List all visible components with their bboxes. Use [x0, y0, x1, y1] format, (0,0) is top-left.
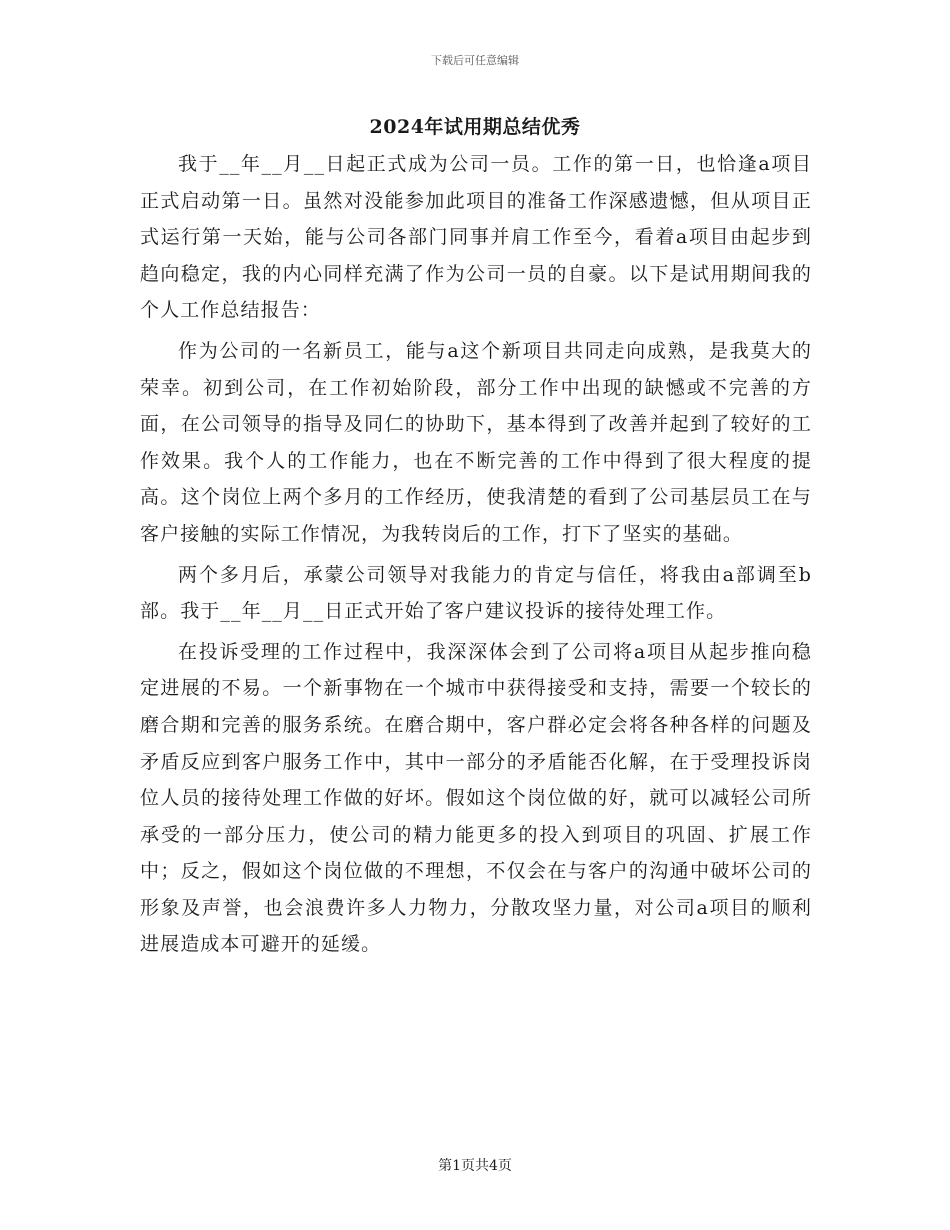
page-header-note: 下载后可任意编辑	[431, 54, 519, 67]
page-number-indicator: 第1页共4页	[438, 1158, 512, 1174]
paragraph-2: 作为公司的一名新员工，能与a这个新项目共同走向成熟，是我莫大的荣幸。初到公司，在工作初始阶段，部分工作中出现的缺憾或不完善的方面，在公司领导的指导及同仁的协助下，基本得到了改善并起到了较好的工作效果。我个人的工作能力，也在不断完善的工作中得到了很大程度的提高。这个岗位上两个多月的工作经历，使我清楚的看到了公司基层员工在与客户接触的实际工作情况，为我转岗后的工作，打下了坚实的基础。	[140, 339, 812, 545]
document-title: 2024年试用期总结优秀	[369, 116, 581, 138]
paragraph-1: 我于__年__月__日起正式成为公司一员。工作的第一日，也恰逢a项目正式启动第一日。虽然对没能参加此项目的准备工作深感遗憾，但从项目正式运行第一天始，能与公司各部门同事并肩工作至今，看着a项目由起步到趋向稳定，我的内心同样充满了作为公司一员的自豪。以下是试用期间我的个人工作总结报告：	[140, 153, 812, 322]
document-body	[140, 146, 812, 967]
paragraph-4: 在投诉受理的工作过程中，我深深体会到了公司将a项目从起步推向稳定进展的不易。一个新事物在一个城市中获得接受和支持，需要一个较长的磨合期和完善的服务系统。在磨合期中，客户群必定会将各种各样的问题及矛盾反应到客户服务工作中，其中一部分的矛盾能否化解，在于受理投诉岗位人员的接待处理工作做的好坏。假如这个岗位做的好，就可以减轻公司所承受的一部分压力，使公司的精力能更多的投入到项目的巩固、扩展工作中；反之，假如这个岗位做的不理想，不仅会在与客户的沟通中破坏公司的形象及声誉，也会浪费许多人力物力，分散攻坚力量，对公司a项目的顺利进展造成本可避开的延缓。	[140, 640, 812, 956]
paragraph-3: 两个多月后，承蒙公司领导对我能力的肯定与信任，将我由a部调至b部。我于__年__月__日正式开始了客户建议投诉的接待处理工作。	[140, 563, 812, 623]
